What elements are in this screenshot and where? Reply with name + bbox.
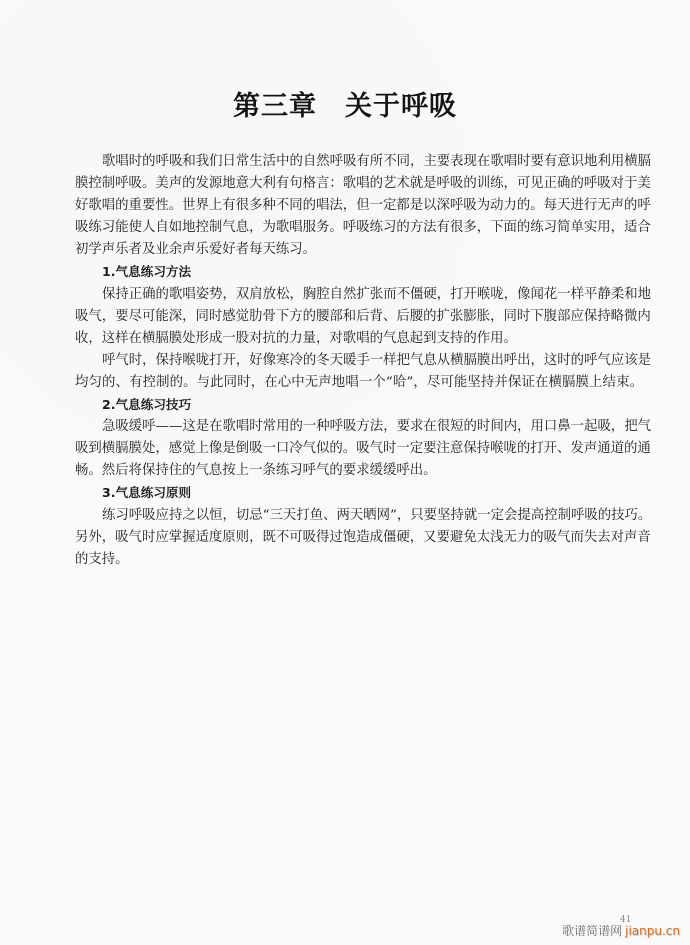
- section-heading: 1.气息练习方法: [102, 264, 192, 280]
- paragraph-line: 歌唱时的呼吸和我们日常生活中的自然呼吸有所不同，主要表现在歌唱时要有意识地利用横膈: [102, 154, 652, 169]
- body-text: [75, 151, 652, 571]
- paragraph-line: 急吸缓呼——这是在歌唱时常用的一种呼吸方法，要求在很短的时间内，用口鼻一起吸，把气: [102, 419, 652, 435]
- page-number: 41: [620, 915, 632, 925]
- paragraph-line: 练习呼吸应持之以恒，切忌“三天打鱼、两天晒网”，只要坚持就一定会提高控制呼吸的技巧。: [102, 507, 652, 523]
- section-heading: 2.气息练习技巧: [102, 397, 192, 413]
- paragraph-line: 好歌唱的重要性。世界上有很多种不同的唱法，但一定都是以深呼吸为动力的。每天进行无声的呼: [75, 198, 651, 214]
- paragraph-line: 另外，吸气时应掌握适度原则，既不可吸得过饱造成僵硬，又要避免太浅无力的吸气而失去对声音: [75, 529, 651, 545]
- chapter-title: 第三章 关于呼吸: [233, 91, 457, 122]
- paragraph-line: 吸到横膈膜处，感觉上像是倒吸一口冷气似的。吸气时一定要注意保持喉咙的打开、发声通道的通: [75, 441, 651, 457]
- paragraph-line: 畅。然后将保持住的气息按上一条练习呼气的要求缓缓呼出。: [75, 463, 437, 479]
- paragraph-line: 吸气，要尽可能深，同时感觉肋骨下方的腰部和后背、后腰的扩张膨胀，同时下腹部应保持略微内: [75, 308, 651, 324]
- paragraph-line: 吸练习能使人自如地控制气息，为歌唱服务。呼吸练习的方法有很多，下面的练习简单实用，适合: [75, 220, 651, 236]
- watermark-site-name: 歌谱简谱网: [562, 924, 623, 938]
- watermark-site-domain: jianpu.cn: [625, 924, 680, 938]
- paragraph-line: 初学声乐者及业余声乐爱好者每天练习。: [75, 242, 317, 258]
- paragraph-line: 的支持。: [75, 551, 129, 567]
- paragraph-line: 保持正确的歌唱姿势，双肩放松，胸腔自然扩张而不僵硬，打开喉咙，像闻花一样平静柔和地: [102, 286, 652, 302]
- section-heading: 3.气息练习原则: [102, 485, 192, 501]
- paragraph-line: 收，这样在横膈膜处形成一股对抗的力量，对歌唱的气息起到支持的作用。: [75, 330, 517, 346]
- site-watermark: [562, 922, 680, 939]
- paragraph-line: 均匀的、有控制的。与此同时，在心中无声地唱一个“哈”，尽可能坚持并保证在横膈膜上结束。: [75, 374, 643, 390]
- paragraph-line: 呼气时，保持喉咙打开，好像寒冷的冬天暖手一样把气息从横膈膜出呼出，这时的呼气应该是: [102, 352, 652, 368]
- paragraph-line: 膜控制呼吸。美声的发源地意大利有句格言：歌唱的艺术就是呼吸的训练，可见正确的呼吸对于美: [75, 176, 651, 192]
